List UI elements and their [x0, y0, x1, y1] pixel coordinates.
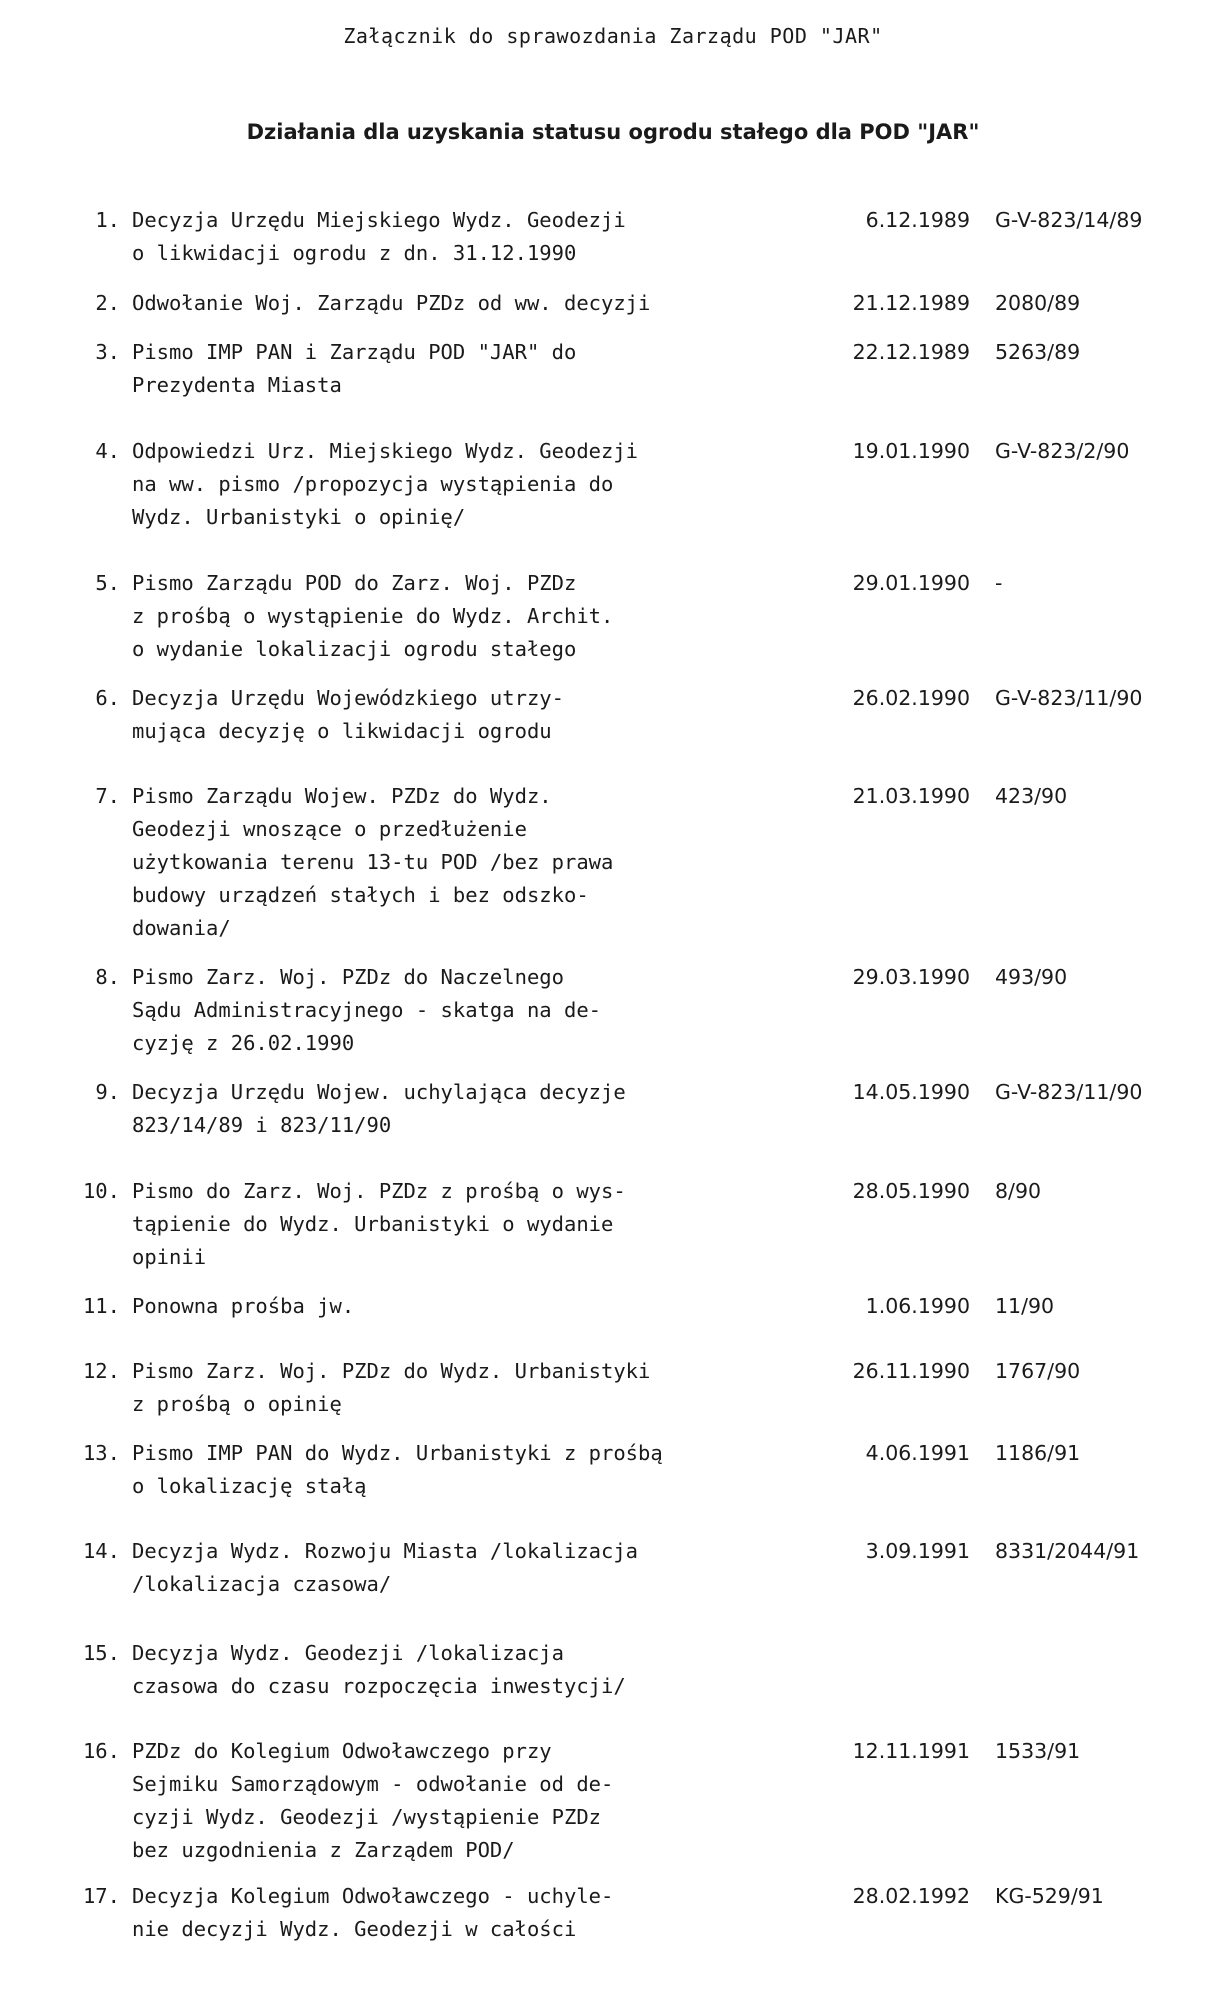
entry-reference: G-V-823/11/90	[995, 1080, 1143, 1104]
entry-description: Ponowna prośba jw.	[132, 1294, 355, 1318]
entry-date: 19.01.1990	[852, 439, 970, 463]
entry-date: 3.09.1991	[865, 1539, 970, 1563]
entry-number: 17.	[82, 1884, 120, 1908]
entry-number: 9.	[95, 1080, 120, 1104]
entry-date: 22.12.1989	[852, 340, 970, 364]
entry-reference: G-V-823/2/90	[995, 439, 1130, 463]
entry-description: PZDz do Kolegium Odwoławczego przy Sejmiku Samorządowym - odwołanie od de- cyzji Wydz. Geodezji /wystąpienie PZDz bez uzgodnienia z Zarządem POD/	[132, 1739, 614, 1862]
entry-date: 28.02.1992	[852, 1884, 970, 1908]
entry-description: Decyzja Wydz. Geodezji /lokalizacja czasowa do czasu rozpoczęcia inwestycji/	[132, 1641, 626, 1698]
entry-number: 8.	[95, 965, 120, 989]
entry-date: 12.11.1991	[852, 1739, 970, 1763]
entry-description: Decyzja Urzędu Miejskiego Wydz. Geodezji o likwidacji ogrodu z dn. 31.12.1990	[132, 208, 626, 265]
entry-date: 1.06.1990	[865, 1294, 970, 1318]
entry-description: Pismo Zarz. Woj. PZDz do Wydz. Urbanistyki z prośbą o opinię	[132, 1359, 651, 1416]
entry-number: 3.	[95, 340, 120, 364]
entry-reference: 5263/89	[995, 340, 1081, 364]
entry-number: 11.	[82, 1294, 120, 1318]
entry-reference: 493/90	[995, 965, 1068, 989]
entry-number: 2.	[95, 291, 120, 315]
entry-description: Decyzja Urzędu Wojew. uchylająca decyzje 823/14/89 i 823/11/90	[132, 1080, 626, 1137]
entry-description: Odwołanie Woj. Zarządu PZDz od ww. decyzji	[132, 291, 651, 315]
entry-number: 7.	[95, 784, 120, 808]
entry-reference: 1767/90	[995, 1359, 1081, 1383]
entry-reference: 8331/2044/91	[995, 1539, 1140, 1563]
entry-number: 1.	[95, 208, 120, 232]
entry-description: Pismo Zarządu POD do Zarz. Woj. PZDz z prośbą o wystąpienie do Wydz. Archit. o wydanie lokalizacji ogrodu stałego	[132, 571, 614, 661]
entry-description: Pismo IMP PAN i Zarządu POD "JAR" do Prezydenta Miasta	[132, 340, 577, 397]
entry-number: 13.	[82, 1441, 120, 1465]
entry-description: Pismo Zarz. Woj. PZDz do Naczelnego Sądu Administracyjnego - skatga na de- cyzję z 26.02.1990	[132, 965, 601, 1055]
entry-reference: 11/90	[995, 1294, 1055, 1318]
entry-number: 5.	[95, 571, 120, 595]
entry-reference: G-V-823/11/90	[995, 686, 1143, 710]
entry-number: 6.	[95, 686, 120, 710]
entry-number: 12.	[82, 1359, 120, 1383]
entry-number: 14.	[82, 1539, 120, 1563]
entry-date: 6.12.1989	[865, 208, 970, 232]
entry-reference: 1186/91	[995, 1441, 1081, 1465]
entry-reference: KG-529/91	[995, 1884, 1104, 1908]
entry-description: Decyzja Kolegium Odwoławczego - uchyle- nie decyzji Wydz. Geodezji w całości	[132, 1884, 614, 1941]
entry-description: Pismo Zarządu Wojew. PZDz do Wydz. Geodezji wnoszące o przedłużenie użytkowania terenu 13-tu POD /bez prawa budowy urządzeń stałych i bez odszko- dowania/	[132, 784, 614, 940]
entry-number: 15.	[82, 1641, 120, 1665]
entry-date: 14.05.1990	[852, 1080, 970, 1104]
entry-reference: -	[995, 571, 1003, 595]
entry-reference: 8/90	[995, 1179, 1042, 1203]
entry-number: 4.	[95, 439, 120, 463]
entry-date: 28.05.1990	[852, 1179, 970, 1203]
document-header: Załącznik do sprawozdania Zarządu POD "JAR"	[343, 24, 883, 48]
entry-description: Odpowiedzi Urz. Miejskiego Wydz. Geodezji na ww. pismo /propozycja wystąpienia do Wydz. Urbanistyki o opinię/	[132, 439, 639, 529]
entry-reference: 423/90	[995, 784, 1068, 808]
entry-number: 10.	[82, 1179, 120, 1203]
entry-date: 21.12.1989	[852, 291, 970, 315]
entry-reference: 1533/91	[995, 1739, 1081, 1763]
entry-date: 29.01.1990	[852, 571, 970, 595]
entry-reference: 2080/89	[995, 291, 1081, 315]
entry-description: Pismo IMP PAN do Wydz. Urbanistyki z prośbą o lokalizację stałą	[132, 1441, 663, 1498]
entry-date: 26.11.1990	[852, 1359, 970, 1383]
entry-description: Decyzja Wydz. Rozwoju Miasta /lokalizacja /lokalizacja czasowa/	[132, 1539, 639, 1596]
entry-date: 29.03.1990	[852, 965, 970, 989]
entry-date: 4.06.1991	[865, 1441, 970, 1465]
entry-number: 16.	[82, 1739, 120, 1763]
entry-reference: G-V-823/14/89	[995, 208, 1143, 232]
entry-date: 26.02.1990	[852, 686, 970, 710]
document-title: Działania dla uzyskania statusu ogrodu stałego dla POD "JAR"	[246, 120, 980, 144]
entry-description: Decyzja Urzędu Wojewódzkiego utrzy- mująca decyzję o likwidacji ogrodu	[132, 686, 564, 743]
entry-date: 21.03.1990	[852, 784, 970, 808]
entry-description: Pismo do Zarz. Woj. PZDz z prośbą o wys- tąpienie do Wydz. Urbanistyki o wydanie opinii	[132, 1179, 626, 1269]
